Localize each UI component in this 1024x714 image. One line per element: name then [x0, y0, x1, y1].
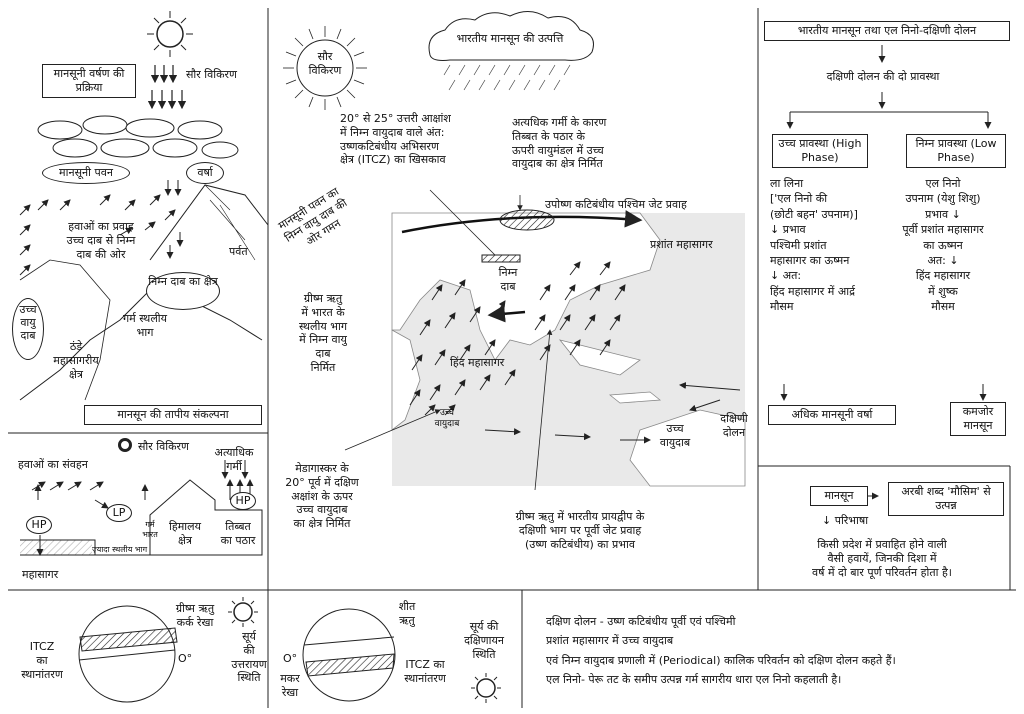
arabic-box: अरबी शब्द 'मौसिम' से उत्पन्न [888, 482, 1004, 516]
panel1-title: मानसूनी वर्षण की प्रक्रिया [42, 64, 136, 98]
extreme-heat-label: अत्याधिक गर्मी [214, 446, 254, 473]
flow-label: हवाओं का प्रवाह उच्च दाब से निम्न दाब की ओर [66, 220, 136, 261]
sun-south-icon [471, 673, 501, 703]
cold-land-label: ज़्यादा स्थलीय भाग [92, 545, 148, 554]
monsoon-wind-oval: मानसूनी पवन [42, 162, 130, 184]
warm-land-label: गर्म स्थलीय भाग [122, 312, 168, 339]
high-pressure-oval: उच्च वायु दाब [12, 298, 44, 360]
itcz-shift-label-2: ITCZ का स्थानांतरण [404, 658, 446, 685]
ocean-label: महासागर [22, 568, 59, 581]
definition-text: किसी प्रदेश में प्रवाहित होने वाली वैसी हवायें, जिनकी दिशा में वर्ष में दो बार पूर्ण परिवर्तन होता है। [812, 538, 952, 579]
capricorn-label: मकर रेखा [280, 672, 300, 699]
low-label: निम्न दाब [498, 266, 518, 293]
lp-oval: LP [106, 504, 132, 522]
tibet-heat-label: अत्यधिक गर्मी के कारण तिब्बत के पठार के ऊपरी वायुमंडल में उच्च वायुदाब का क्षेत्र निर्मित [512, 116, 607, 171]
definition-label: ↓ परिभाषा [822, 514, 869, 527]
himalaya-label: हिमालय क्षेत्र [169, 520, 201, 547]
high-phase-box: उच्च प्रावस्था (High Phase) [772, 134, 868, 168]
center-sun-label: सौर विकिरण [308, 50, 342, 77]
monsoon-move-label: मानसूनी पवन का निम्न वायु दाब की ओर गमन [275, 184, 350, 248]
center-cloud-label: भारतीय मानसून की उत्पत्ति [456, 32, 564, 45]
rain-oval: वर्षा [186, 162, 224, 184]
warm-india-label: गर्म भारत [142, 520, 158, 539]
itcz-shift-label: ITCZ का स्थानांतरण [21, 640, 63, 681]
panel1-caption: मानसून की तापीय संकल्पना [84, 405, 262, 425]
summer-label: ग्रीष्म ऋतु कर्क रेखा [175, 602, 215, 629]
zero-label-2: O° [283, 652, 298, 665]
mountain-label: पर्वत [229, 245, 248, 258]
low-zone-oval: निम्न दाब का क्षेत्र [146, 272, 220, 310]
convection-label: हवाओं का संवहन [18, 458, 88, 471]
summer-india-label: ग्रीष्म ऋतु में भारत के स्थलीय भाग में निम्न वायु दाब निर्मित [298, 292, 348, 374]
weak-monsoon-box: कमजोर मानसून [950, 402, 1006, 436]
lanina-text: ला लिना ['एल निनो की (छोटी बहन' उपनाम)] ↓ प्रभाव पश्चिमी प्रशांत महासागर का ऊष्मन ↓ अत: हिंद महासागर में आर्द्र मौसम [770, 177, 858, 314]
southern-osc-label: दक्षिणी दोलन [720, 412, 748, 439]
winter-label: शीत ऋतु [398, 600, 416, 627]
p2-solar-label: सौर विकिरण [138, 440, 189, 453]
right-title: भारतीय मानसून तथा एल निनो-दक्षिणी दोलन [764, 21, 1010, 41]
phases-label: दक्षिणी दोलन की दो प्रावस्था [826, 70, 940, 83]
westerly-jet-label: उपोष्ण कटिबंधीय पश्चिम जेट प्रवाह [545, 198, 687, 211]
monsoon-box: मानसून [810, 486, 868, 506]
madagascar-label: मेडागास्कर के 20° पूर्व में दक्षिण अक्षांश के ऊपर उच्च वायुदाब का क्षेत्र निर्मित [285, 462, 359, 530]
pacific-label: प्रशांत महासागर [650, 238, 713, 251]
sun-north-icon [228, 597, 258, 627]
indian-ocean-label: हिंद महासागर [450, 356, 505, 369]
low-phase-box: निम्न प्रावस्था (Low Phase) [906, 134, 1006, 168]
southern-osc-text: दक्षिण दोलन - उष्ण कटिबंधीय पूर्वी एवं पश्चिमी प्रशांत महासागर में उच्च वायुदाब एवं निम्न वायुदाब प्रणाली में (Periodical) कालिक परिवर्तन को दक्षिण दोलन कहते हैं। एल निनो- पेरू तट के समीप उत्पन्न गर्म सागरीय धारा एल निनो कहलाती है। [546, 615, 896, 686]
more-rain-box: अधिक मानसूनी वर्षा [768, 405, 896, 425]
high2-label: उच्च वायुदाब [659, 422, 691, 449]
sun-south-label: सूर्य की दक्षिणायन स्थिति [464, 620, 504, 661]
itcz-label: 20° से 25° उत्तरी आक्षांश में निम्न वायुदाब वाले अंत: उष्णकटिबंधीय अभिसरण क्षेत्र (ITCZ) का खिसकाव [340, 112, 451, 167]
easterly-jet-label: ग्रीष्म ऋतु में भारतीय प्रायद्वीप के दक्षिणी भाग पर पूर्वी जेट प्रवाह (उष्ण कटिबंधीय) का प्रभाव [515, 510, 645, 551]
elnino-text: एल निनो उपनाम (येशु शिशु) प्रभाव ↓ पूर्वी प्रशांत महासागर का ऊष्मन अत: ↓ हिंद महासागर में शुष्क मौसम [902, 177, 984, 314]
tibet-label: तिब्बत का पठार [220, 520, 256, 547]
high1-label: उच्च वायुदाब [434, 408, 460, 430]
zero-label-1: O° [178, 652, 193, 665]
sun-north-label: सूर्य की उत्तरायण स्थिति [231, 630, 267, 685]
hp-oval-right: HP [230, 492, 256, 510]
solar-label: सौर विकिरण [186, 68, 237, 81]
hp-oval-left: HP [26, 516, 52, 534]
cold-ocean-label: ठंडे महासागरीय क्षेत्र [53, 340, 99, 381]
